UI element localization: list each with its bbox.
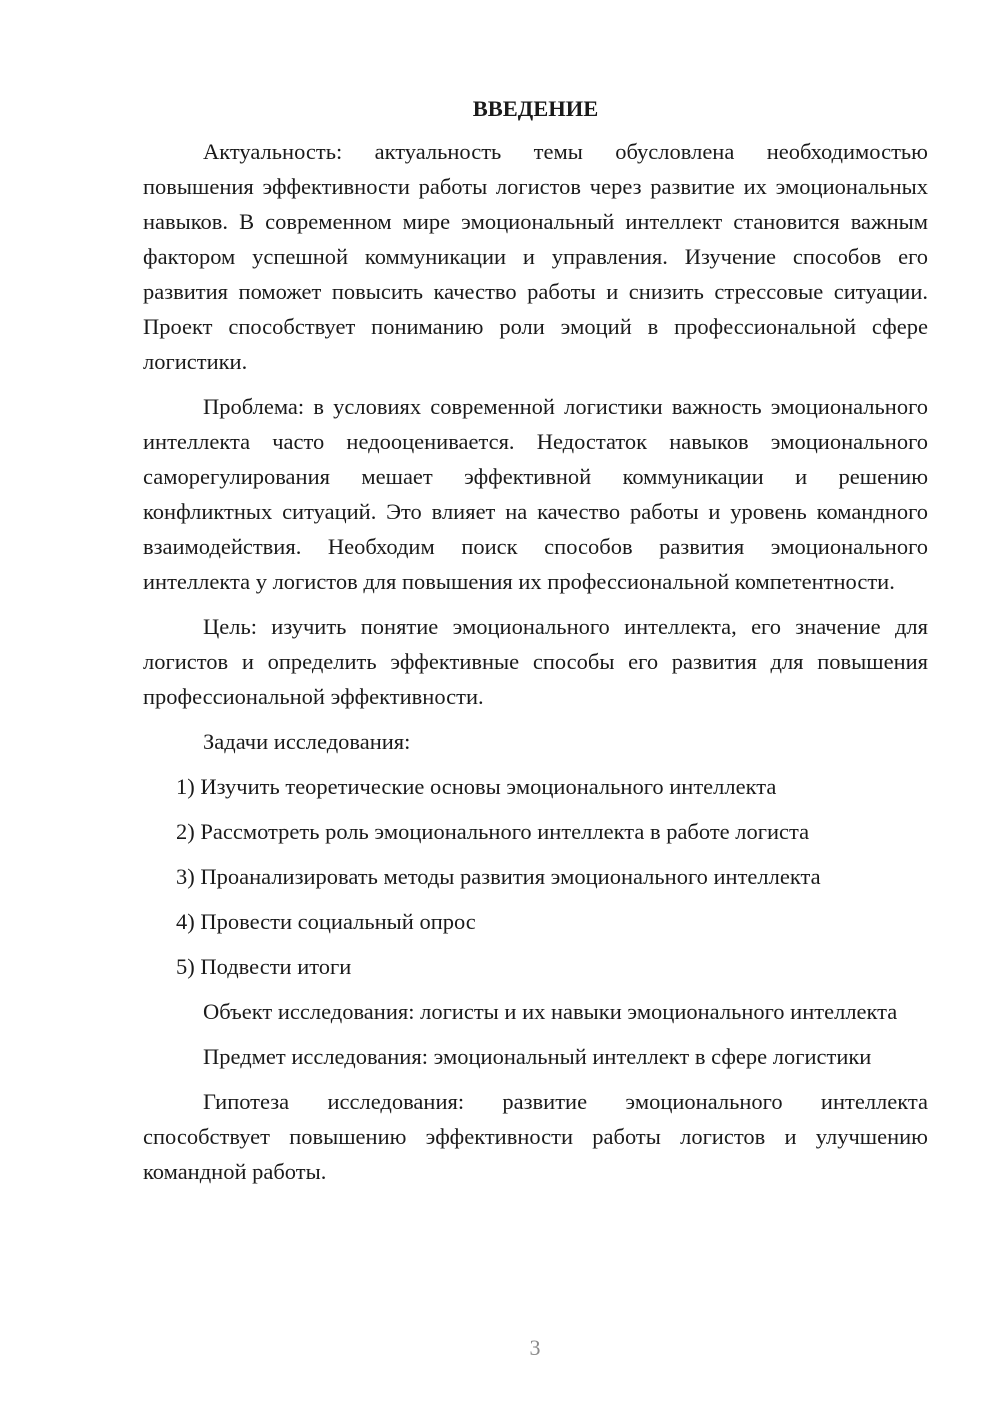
tasks-list [143,769,928,984]
paragraph-subject: Предмет исследования: эмоциональный интеллект в сфере логистики [203,1044,872,1069]
list-item: 2) Рассмотреть роль эмоционального интеллекта в работе логиста [176,819,810,844]
paragraph-relevance: Актуальность: актуальность темы обусловлена необходимостью повышения эффективности работы логистов через развитие их эмоциональных навыков. В современном мире эмоциональный интеллект становится важным фактором успешной коммуникации и управления. Изучение способов его развития поможет повысить качество работы и снизить стрессовые ситуации. Проект способствует пониманию роли эмоций в профессиональной сфере логистики. [143,139,928,374]
paragraph-goal: Цель: изучить понятие эмоционального интеллекта, его значение для логистов и определить эффективные способы его развития для повышения профессиональной эффективности. [143,614,928,709]
list-item: 3) Проанализировать методы развития эмоционального интеллекта [176,864,821,889]
page-title: ВВЕДЕНИЕ [472,96,599,121]
page-number: 3 [529,1335,541,1360]
paragraph-problem: Проблема: в условиях современной логистики важность эмоционального интеллекта часто недооценивается. Недостаток навыков эмоционального саморегулирования мешает эффективной коммуникации и решению конфликтных ситуаций. Это влияет на качество работы и уровень командного взаимодействия. Необходим поиск способов развития эмоционального интеллекта у логистов для повышения их профессиональной компетентности. [143,394,928,594]
list-item: 4) Провести социальный опрос [176,909,476,934]
paragraph-tasks-heading: Задачи исследования: [203,729,411,754]
page-content [143,90,928,1199]
list-item: 5) Подвести итоги [176,954,352,979]
paragraph-object: Объект исследования: логисты и их навыки эмоционального интеллекта [203,999,898,1024]
paragraph-hypothesis: Гипотеза исследования: развитие эмоционального интеллекта способствует повышению эффективности работы логистов и улучшению командной работы. [143,1089,928,1184]
list-item: 1) Изучить теоретические основы эмоционального интеллекта [176,774,777,799]
